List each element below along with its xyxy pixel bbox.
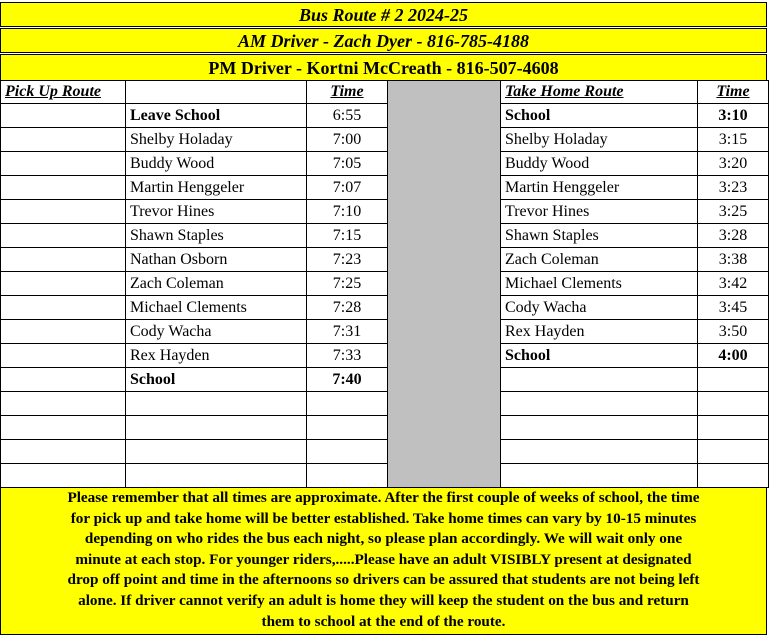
table-row <box>1 152 769 176</box>
takehome-stop-name <box>501 416 698 440</box>
empty-cell <box>1 416 126 440</box>
notice-line: alone. If driver cannot verify an adult is home they will keep the student on the bus and return <box>78 591 689 609</box>
pickup-stop-name <box>126 392 307 416</box>
takehome-stop-time <box>698 440 769 464</box>
pickup-stop-time: 7:10 <box>307 200 388 224</box>
takehome-time-header: Time <box>698 81 769 104</box>
pickup-stop-name <box>126 440 307 464</box>
empty-cell <box>1 224 126 248</box>
notice-line: Please remember that all times are approximate. After the first couple of weeks of school, the time <box>67 489 700 506</box>
empty-cell <box>1 464 126 488</box>
takehome-stop-name: Trevor Hines <box>501 200 698 224</box>
empty-cell <box>1 392 126 416</box>
pickup-stop-name: Martin Henggeler <box>126 176 307 200</box>
pickup-stop-name: Trevor Hines <box>126 200 307 224</box>
pickup-stop-time: 7:15 <box>307 224 388 248</box>
table-row <box>1 248 769 272</box>
pickup-stop-time: 7:40 <box>307 368 388 392</box>
pickup-stop-name <box>126 416 307 440</box>
pickup-stop-name: Leave School <box>126 104 307 128</box>
pickup-stop-name: Shawn Staples <box>126 224 307 248</box>
pickup-stop-time: 7:00 <box>307 128 388 152</box>
notice-line: for pick up and take home will be better established. Take home times can vary by 10-15 minutes <box>70 509 697 527</box>
pickup-stop-name: Cody Wacha <box>126 320 307 344</box>
pickup-stop-time <box>307 416 388 440</box>
table-row <box>1 368 769 392</box>
empty-cell <box>1 344 126 368</box>
table-row <box>1 296 769 320</box>
table-row <box>1 272 769 296</box>
takehome-stop-name: Cody Wacha <box>501 296 698 320</box>
takehome-stop-time <box>698 392 769 416</box>
takehome-stop-time <box>698 368 769 392</box>
takehome-stop-time: 3:20 <box>698 152 769 176</box>
takehome-stop-name: Shawn Staples <box>501 224 698 248</box>
takehome-stop-name: Rex Hayden <box>501 320 698 344</box>
gray-divider <box>388 81 501 488</box>
route-title: Bus Route # 2 2024-25 <box>0 2 767 27</box>
pickup-time-header: Time <box>307 81 388 104</box>
empty-cell <box>1 152 126 176</box>
takehome-stop-time: 3:15 <box>698 128 769 152</box>
takehome-stop-time: 3:25 <box>698 200 769 224</box>
notice-line: drop off point and time in the afternoons so drivers can be assured that students are not being left <box>67 571 700 589</box>
notice-line: them to school at the end of the route. <box>261 612 506 630</box>
table-row <box>1 200 769 224</box>
takehome-stop-name: Martin Henggeler <box>501 176 698 200</box>
takehome-stop-time <box>698 416 769 440</box>
notice-box <box>0 487 767 635</box>
takehome-stop-name <box>501 392 698 416</box>
blank-header-cell <box>126 81 307 104</box>
pickup-stop-name: Zach Coleman <box>126 272 307 296</box>
pickup-stop-name: Rex Hayden <box>126 344 307 368</box>
takehome-stop-time: 4:00 <box>698 344 769 368</box>
takehome-stop-name: Zach Coleman <box>501 248 698 272</box>
table-row <box>1 320 769 344</box>
pickup-stop-time: 7:28 <box>307 296 388 320</box>
empty-cell <box>1 176 126 200</box>
empty-cell <box>1 320 126 344</box>
pickup-stop-time: 7:25 <box>307 272 388 296</box>
pickup-stop-name: Nathan Osborn <box>126 248 307 272</box>
empty-cell <box>1 368 126 392</box>
pickup-stop-time <box>307 440 388 464</box>
takehome-route-header: Take Home Route <box>501 81 698 104</box>
pickup-stop-name <box>126 464 307 488</box>
pickup-stop-time: 7:05 <box>307 152 388 176</box>
pickup-stop-name: Shelby Holaday <box>126 128 307 152</box>
takehome-stop-name: Buddy Wood <box>501 152 698 176</box>
table-row <box>1 128 769 152</box>
takehome-stop-time: 3:10 <box>698 104 769 128</box>
empty-cell <box>1 248 126 272</box>
empty-cell <box>1 200 126 224</box>
empty-cell <box>1 272 126 296</box>
takehome-stop-name: Michael Clements <box>501 272 698 296</box>
am-driver-line: AM Driver - Zach Dyer - 816-785-4188 <box>0 28 767 53</box>
column-header-row <box>1 81 769 104</box>
pickup-stop-time <box>307 464 388 488</box>
takehome-stop-name: School <box>501 104 698 128</box>
table-row <box>1 392 769 416</box>
pickup-stop-name: School <box>126 368 307 392</box>
pickup-stop-time: 7:23 <box>307 248 388 272</box>
notice-line: minute at each stop. For younger riders,.....Please have an adult VISIBLY present at designated <box>75 550 692 568</box>
table-row <box>1 104 769 128</box>
empty-cell <box>1 296 126 320</box>
pickup-stop-time: 7:33 <box>307 344 388 368</box>
takehome-stop-time: 3:38 <box>698 248 769 272</box>
pickup-stop-name: Michael Clements <box>126 296 307 320</box>
takehome-stop-time: 3:23 <box>698 176 769 200</box>
takehome-stop-name <box>501 464 698 488</box>
pickup-stop-time <box>307 392 388 416</box>
pickup-stop-time: 7:07 <box>307 176 388 200</box>
takehome-stop-time <box>698 464 769 488</box>
empty-cell <box>1 104 126 128</box>
table-row <box>1 440 769 464</box>
route-table <box>0 80 769 488</box>
pickup-stop-name: Buddy Wood <box>126 152 307 176</box>
pm-driver-line: PM Driver - Kortni McCreath - 816-507-4608 <box>0 54 767 81</box>
empty-cell <box>1 128 126 152</box>
takehome-stop-time: 3:42 <box>698 272 769 296</box>
table-row <box>1 416 769 440</box>
pickup-route-header: Pick Up Route <box>1 81 126 104</box>
pickup-stop-time: 7:31 <box>307 320 388 344</box>
table-row <box>1 224 769 248</box>
takehome-stop-time: 3:45 <box>698 296 769 320</box>
takehome-stop-name: Shelby Holaday <box>501 128 698 152</box>
takehome-stop-time: 3:50 <box>698 320 769 344</box>
pickup-stop-time: 6:55 <box>307 104 388 128</box>
table-row <box>1 176 769 200</box>
notice-line: depending on who rides the bus each night, so please plan accordingly. We will wait only one <box>84 530 683 548</box>
table-row <box>1 464 769 488</box>
takehome-stop-name <box>501 440 698 464</box>
takehome-stop-name: School <box>501 344 698 368</box>
table-row <box>1 344 769 368</box>
empty-cell <box>1 440 126 464</box>
takehome-stop-name <box>501 368 698 392</box>
takehome-stop-time: 3:28 <box>698 224 769 248</box>
